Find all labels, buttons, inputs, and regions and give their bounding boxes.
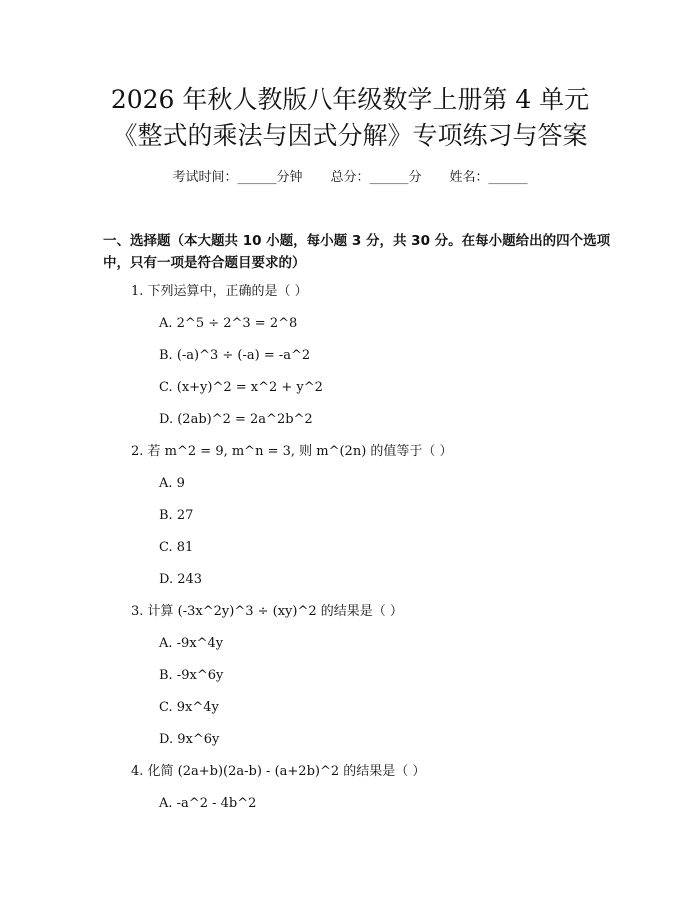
document-title-line-1: 2026 年秋人教版八年级数学上册第 4 单元	[110, 85, 590, 114]
question-3-stem: 3. 计算 (-3x^2y)^3 ÷ (xy)^2 的结果是（ ）	[131, 604, 403, 619]
question-2-option-c: C. 81	[159, 540, 194, 555]
question-2-option-b: B. 27	[159, 508, 194, 523]
question-1-option-a: A. 2^5 ÷ 2^3 = 2^8	[159, 316, 298, 331]
question-1-option-c: C. (x+y)^2 = x^2 + y^2	[159, 380, 323, 395]
exam-meta	[0, 169, 700, 187]
question-3-option-d: D. 9x^6y	[159, 732, 220, 747]
question-3-option-c: C. 9x^4y	[159, 700, 219, 715]
exam-time-field: 考试时间：______分钟	[172, 170, 303, 185]
section-heading-multiple-choice: 一、选择题（本大题共 10 小题，每小题 3 分，共 30 分。在每小题给出的四个选项中，只有一项是符合题目要求的）	[103, 233, 611, 271]
question-2-option-a: A. 9	[159, 476, 185, 491]
question-3-option-a: A. -9x^4y	[159, 636, 224, 651]
question-2-option-d: D. 243	[159, 572, 203, 587]
question-3-option-b: B. -9x^6y	[159, 668, 224, 683]
total-score-field: 总分：______分	[330, 170, 422, 185]
question-1-option-d: D. (2ab)^2 = 2a^2b^2	[159, 412, 313, 427]
question-4-option-a: A. -a^2 - 4b^2	[159, 796, 257, 811]
question-1-option-b: B. (-a)^3 ÷ (-a) = -a^2	[159, 348, 311, 363]
question-2-stem: 2. 若 m^2 = 9, m^n = 3, 则 m^(2n) 的值等于（ ）	[131, 444, 453, 459]
student-name-field: 姓名：______	[449, 170, 528, 185]
document-title-line-2: 《整式的乘法与因式分解》专项练习与答案	[112, 121, 588, 150]
question-4-stem: 4. 化简 (2a+b)(2a-b) - (a+2b)^2 的结果是（ ）	[131, 764, 426, 779]
question-1-stem: 1. 下列运算中，正确的是（ ）	[131, 284, 308, 299]
